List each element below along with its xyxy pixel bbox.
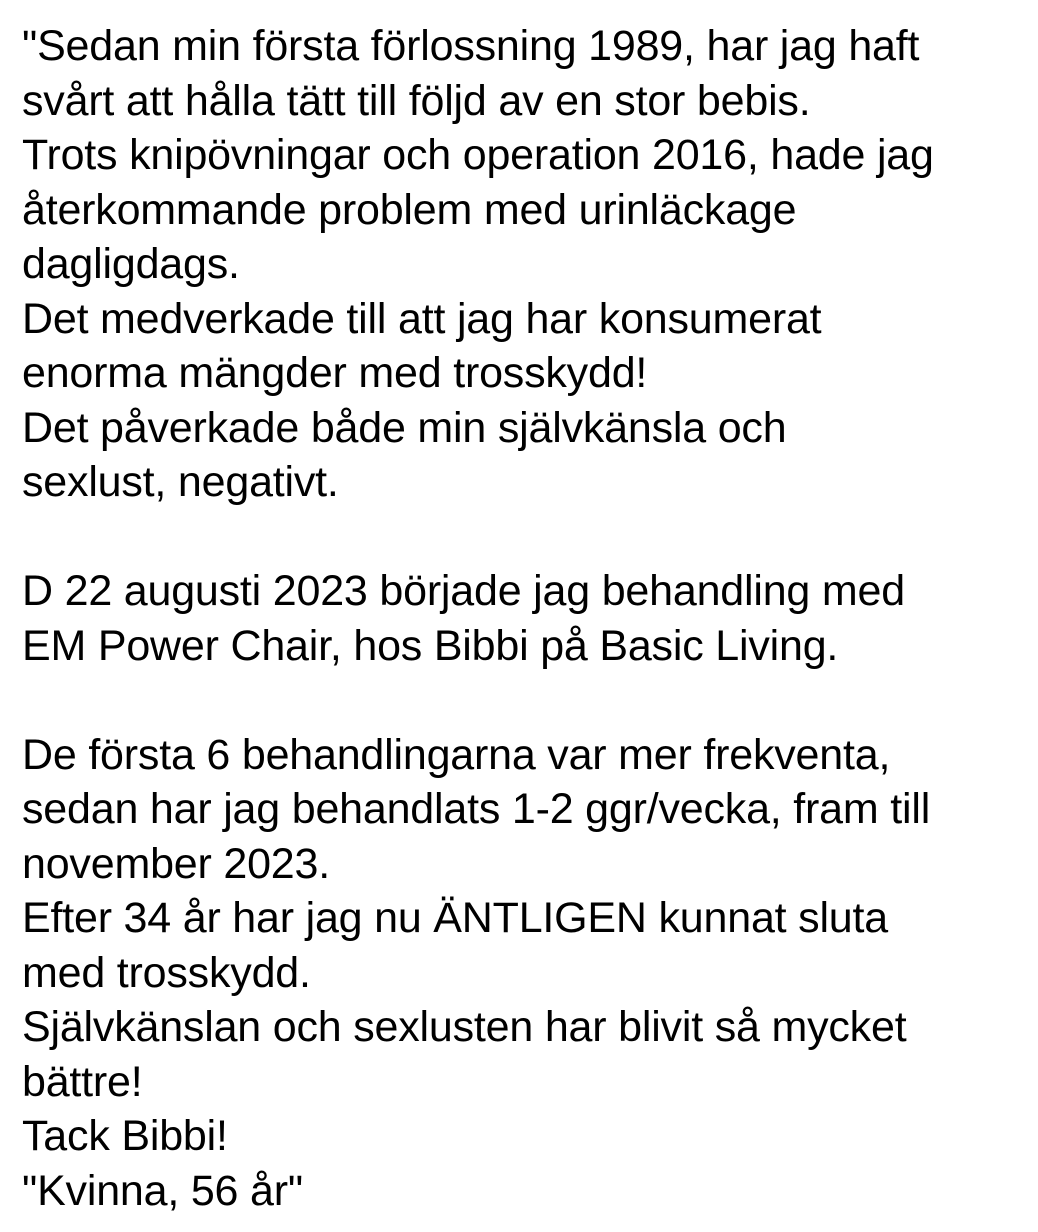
text-line: "Sedan min första förlossning 1989, har jag haft xyxy=(22,22,920,70)
paragraph-gap xyxy=(22,510,1032,565)
text-line: bättre! xyxy=(22,1057,143,1106)
text-line: EM Power Chair, hos Bibbi på Basic Living. xyxy=(22,621,839,670)
text-line: Tack Bibbi! xyxy=(22,1112,228,1160)
text-line: enorma mängder med trosskydd! xyxy=(22,349,648,397)
text-line: sedan har jag behandlats 1-2 ggr/vecka, fram till xyxy=(22,785,931,833)
text-line: sexlust, negativt. xyxy=(22,458,339,506)
text-line: De första 6 behandlingarna var mer frekventa, xyxy=(22,730,891,779)
paragraph-gap xyxy=(22,673,1032,728)
text-line: Det påverkade både min självkänsla och xyxy=(22,403,787,452)
text-line: dagligdags. xyxy=(22,240,240,288)
text-line: återkommande problem med urinläckage xyxy=(22,185,797,234)
text-line: svårt att hålla tätt till följd av en stor bebis. xyxy=(22,76,811,125)
text-line: med trosskydd. xyxy=(22,948,311,997)
text-line: Efter 34 år har jag nu ÄNTLIGEN kunnat sluta xyxy=(22,894,888,942)
text-line: november 2023. xyxy=(22,839,330,888)
note-body xyxy=(22,19,1032,1218)
text-line: D 22 augusti 2023 började jag behandling med xyxy=(22,567,905,615)
text-line: Självkänslan och sexlusten har blivit så mycket xyxy=(22,1003,907,1051)
text-line: Trots knipövningar och operation 2016, hade jag xyxy=(22,131,934,179)
text-line: Det medverkade till att jag har konsumerat xyxy=(22,294,822,343)
text-line: "Kvinna, 56 år" xyxy=(22,1166,303,1215)
